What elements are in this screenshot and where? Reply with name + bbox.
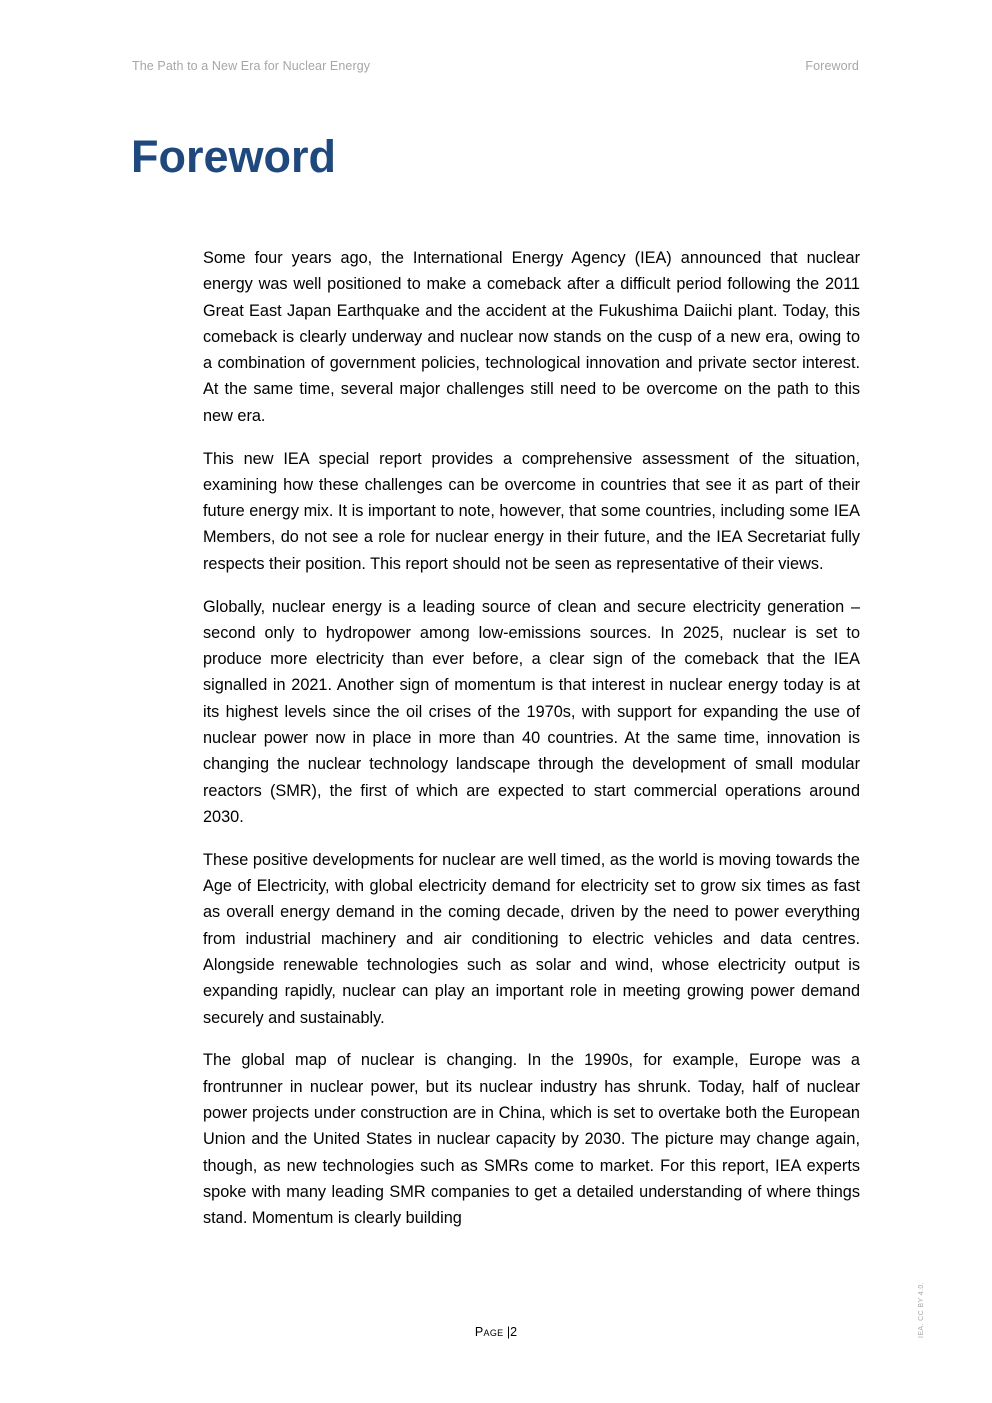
paragraph: Some four years ago, the International Energy Agency (IEA) announced that nuclear energy was well positioned to make a comeback after a difficult period following the 2011 Great East Japan Earthquake and the accident at the Fukushima Daiichi plant. Today, this comeback is clearly underway and nuclear now stands on the cusp of a new era, owing to a combination of government policies, technological innovation and private sector interest. At the same time, several major challenges still need to be overcome on the path to this new era.: [203, 249, 860, 425]
page-number-footer: [0, 1325, 992, 1339]
page-number: 2: [510, 1325, 518, 1339]
paragraph: Globally, nuclear energy is a leading source of clean and secure electricity generation – second only to hydropower among low-emissions sources. In 2025, nuclear is set to produce more electricity than ever before, a clear sign of the comeback that the IEA signalled in 2021. Another sign of momentum is that interest in nuclear energy today is at its highest levels since the oil crises of the 1970s, with support for expanding the use of nuclear power now in place in more than 40 countries. At the same time, innovation is changing the nuclear technology landscape through the development of small modular reactors (SMR), the first of which are expected to start commercial operations around 2030.: [203, 597, 860, 826]
page-label: Page: [474, 1325, 504, 1339]
running-header-section-name: Foreword: [805, 59, 859, 73]
paragraph: These positive developments for nuclear are well timed, as the world is moving towards the Age of Electricity, with global electricity demand for electricity set to grow six times as fast as overall energy demand in the coming decade, driven by the need to power everything from industrial machinery and air conditioning to electric vehicles and data centres. Alongside renewable technologies such as solar and wind, whose electricity output is expanding rapidly, nuclear can play an important role in meeting growing power demand securely and sustainably.: [203, 850, 860, 1027]
paragraph: The global map of nuclear is changing. In the 1990s, for example, Europe was a frontrunner in nuclear power, but its nuclear industry has shrunk. Today, half of nuclear power projects under construction are in China, which is set to overtake both the European Union and the United States in nuclear capacity by 2030. The picture may change again, though, as new technologies such as SMRs come to market. For this report, IEA experts spoke with many leading SMR companies to get a detailed understanding of where things stand. Momentum is clearly building: [203, 1051, 860, 1228]
running-header-document-title: The Path to a New Era for Nuclear Energy: [132, 59, 371, 73]
page-separator: |: [506, 1325, 511, 1339]
body-text: [203, 245, 860, 1248]
page-title: Foreword: [131, 131, 337, 182]
license-notice: IEA. CC BY 4.0.: [918, 1281, 925, 1338]
paragraph: This new IEA special report provides a comprehensive assessment of the situation, examining how these challenges can be overcome in countries that see it as part of their future energy mix. It is important to note, however, that some countries, including some IEA Members, do not see a role for nuclear energy in their future, and the IEA Secretariat fully respects their position. This report should not be seen as representative of their views.: [203, 449, 860, 573]
